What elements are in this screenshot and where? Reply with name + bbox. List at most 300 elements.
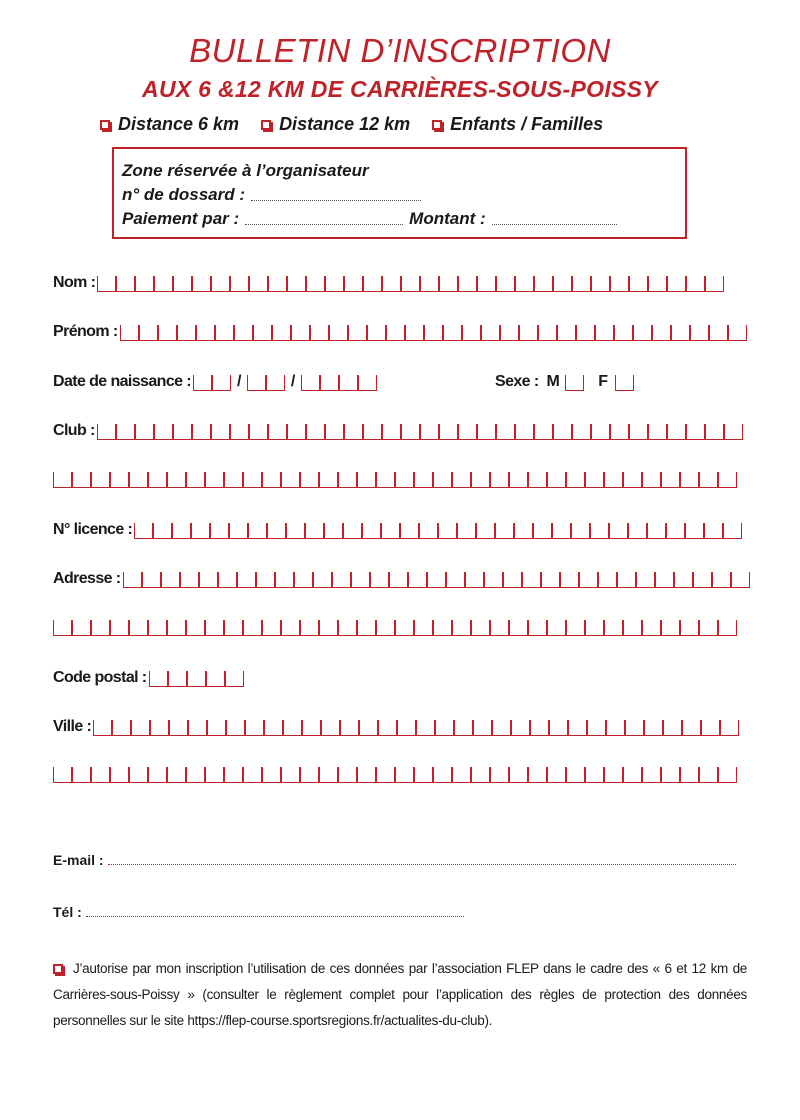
char-box[interactable]: [465, 572, 484, 588]
char-box[interactable]: [644, 720, 663, 736]
char-box[interactable]: [671, 325, 690, 341]
char-box[interactable]: [224, 472, 243, 488]
char-box[interactable]: [572, 276, 591, 292]
char-box[interactable]: [405, 325, 424, 341]
char-box[interactable]: [243, 472, 262, 488]
dob-month-input[interactable]: [247, 375, 285, 391]
char-box[interactable]: [680, 767, 699, 783]
sexe-f-box[interactable]: [615, 375, 634, 391]
char-box[interactable]: [718, 620, 737, 636]
char-box[interactable]: [234, 325, 253, 341]
char-box[interactable]: [363, 424, 382, 440]
char-box[interactable]: [509, 767, 528, 783]
char-box[interactable]: [367, 325, 386, 341]
char-box[interactable]: [528, 620, 547, 636]
char-box[interactable]: [123, 572, 142, 588]
char-box[interactable]: [647, 523, 666, 539]
ville-input-2[interactable]: [53, 767, 737, 783]
char-box[interactable]: [97, 276, 116, 292]
char-box[interactable]: [173, 276, 192, 292]
char-box[interactable]: [134, 523, 153, 539]
char-box[interactable]: [72, 472, 91, 488]
char-box[interactable]: [731, 572, 750, 588]
char-box[interactable]: [568, 720, 587, 736]
char-box[interactable]: [604, 767, 623, 783]
char-box[interactable]: [623, 620, 642, 636]
char-box[interactable]: [386, 325, 405, 341]
sexe-m-box[interactable]: [565, 375, 584, 391]
char-box[interactable]: [680, 472, 699, 488]
char-box[interactable]: [382, 276, 401, 292]
char-box[interactable]: [177, 325, 196, 341]
char-box[interactable]: [495, 523, 514, 539]
char-box[interactable]: [224, 767, 243, 783]
char-box[interactable]: [552, 523, 571, 539]
char-box[interactable]: [433, 620, 452, 636]
prenom-input[interactable]: [120, 325, 747, 341]
char-box[interactable]: [420, 276, 439, 292]
char-box[interactable]: [210, 523, 229, 539]
char-box[interactable]: [401, 276, 420, 292]
char-box[interactable]: [53, 767, 72, 783]
char-box[interactable]: [256, 572, 275, 588]
char-box[interactable]: [191, 523, 210, 539]
char-box[interactable]: [247, 375, 266, 391]
char-box[interactable]: [243, 620, 262, 636]
choice-12km[interactable]: Distance 12 km: [261, 114, 410, 135]
char-box[interactable]: [476, 523, 495, 539]
char-box[interactable]: [91, 767, 110, 783]
char-box[interactable]: [339, 375, 358, 391]
char-box[interactable]: [585, 620, 604, 636]
char-box[interactable]: [484, 572, 503, 588]
char-box[interactable]: [492, 720, 511, 736]
char-box[interactable]: [579, 572, 598, 588]
char-box[interactable]: [718, 472, 737, 488]
char-box[interactable]: [509, 472, 528, 488]
char-box[interactable]: [306, 276, 325, 292]
char-box[interactable]: [205, 472, 224, 488]
char-box[interactable]: [623, 472, 642, 488]
char-box[interactable]: [680, 620, 699, 636]
char-box[interactable]: [496, 276, 515, 292]
char-box[interactable]: [359, 720, 378, 736]
char-box[interactable]: [693, 572, 712, 588]
char-box[interactable]: [186, 620, 205, 636]
char-box[interactable]: [452, 472, 471, 488]
char-box[interactable]: [72, 620, 91, 636]
checkbox-icon[interactable]: [261, 120, 271, 130]
char-box[interactable]: [427, 572, 446, 588]
char-box[interactable]: [286, 523, 305, 539]
char-box[interactable]: [614, 325, 633, 341]
char-box[interactable]: [302, 720, 321, 736]
char-box[interactable]: [272, 325, 291, 341]
char-box[interactable]: [553, 276, 572, 292]
ville-input[interactable]: [93, 720, 739, 736]
char-box[interactable]: [705, 276, 724, 292]
char-box[interactable]: [565, 375, 584, 391]
char-box[interactable]: [93, 720, 112, 736]
char-box[interactable]: [291, 325, 310, 341]
char-box[interactable]: [53, 472, 72, 488]
char-box[interactable]: [266, 375, 285, 391]
char-box[interactable]: [609, 523, 628, 539]
char-box[interactable]: [378, 720, 397, 736]
char-box[interactable]: [625, 720, 644, 736]
char-box[interactable]: [192, 424, 211, 440]
char-box[interactable]: [585, 472, 604, 488]
char-box[interactable]: [154, 424, 173, 440]
char-box[interactable]: [566, 620, 585, 636]
char-box[interactable]: [591, 276, 610, 292]
char-box[interactable]: [120, 325, 139, 341]
char-box[interactable]: [452, 620, 471, 636]
char-box[interactable]: [471, 620, 490, 636]
char-box[interactable]: [116, 276, 135, 292]
char-box[interactable]: [547, 767, 566, 783]
char-box[interactable]: [557, 325, 576, 341]
char-box[interactable]: [615, 375, 634, 391]
char-box[interactable]: [629, 276, 648, 292]
char-box[interactable]: [606, 720, 625, 736]
char-box[interactable]: [704, 523, 723, 539]
char-box[interactable]: [193, 375, 212, 391]
char-box[interactable]: [186, 472, 205, 488]
char-box[interactable]: [142, 572, 161, 588]
char-box[interactable]: [226, 720, 245, 736]
char-box[interactable]: [712, 572, 731, 588]
char-box[interactable]: [549, 720, 568, 736]
char-box[interactable]: [591, 424, 610, 440]
char-box[interactable]: [490, 472, 509, 488]
char-box[interactable]: [617, 572, 636, 588]
char-box[interactable]: [224, 620, 243, 636]
char-box[interactable]: [414, 472, 433, 488]
char-box[interactable]: [576, 325, 595, 341]
char-box[interactable]: [424, 325, 443, 341]
char-box[interactable]: [218, 572, 237, 588]
char-box[interactable]: [538, 325, 557, 341]
char-box[interactable]: [199, 572, 218, 588]
char-box[interactable]: [572, 424, 591, 440]
char-box[interactable]: [351, 572, 370, 588]
char-box[interactable]: [458, 424, 477, 440]
char-box[interactable]: [148, 620, 167, 636]
char-box[interactable]: [275, 572, 294, 588]
club-input[interactable]: [97, 424, 743, 440]
char-box[interactable]: [249, 424, 268, 440]
char-box[interactable]: [685, 523, 704, 539]
char-box[interactable]: [230, 424, 249, 440]
char-box[interactable]: [534, 276, 553, 292]
amount-field[interactable]: [492, 223, 617, 225]
char-box[interactable]: [604, 620, 623, 636]
char-box[interactable]: [283, 720, 302, 736]
char-box[interactable]: [553, 424, 572, 440]
char-box[interactable]: [438, 523, 457, 539]
char-box[interactable]: [496, 424, 515, 440]
char-box[interactable]: [490, 767, 509, 783]
char-box[interactable]: [72, 767, 91, 783]
char-box[interactable]: [340, 720, 359, 736]
char-box[interactable]: [477, 276, 496, 292]
char-box[interactable]: [338, 767, 357, 783]
char-box[interactable]: [172, 523, 191, 539]
char-box[interactable]: [629, 424, 648, 440]
char-box[interactable]: [206, 671, 225, 687]
char-box[interactable]: [370, 572, 389, 588]
char-box[interactable]: [661, 472, 680, 488]
char-box[interactable]: [443, 325, 462, 341]
char-box[interactable]: [401, 424, 420, 440]
char-box[interactable]: [319, 767, 338, 783]
char-box[interactable]: [139, 325, 158, 341]
char-box[interactable]: [267, 523, 286, 539]
char-box[interactable]: [305, 523, 324, 539]
char-box[interactable]: [642, 767, 661, 783]
char-box[interactable]: [376, 620, 395, 636]
char-box[interactable]: [344, 424, 363, 440]
char-box[interactable]: [454, 720, 473, 736]
char-box[interactable]: [458, 276, 477, 292]
char-box[interactable]: [129, 620, 148, 636]
char-box[interactable]: [633, 325, 652, 341]
char-box[interactable]: [186, 767, 205, 783]
char-box[interactable]: [435, 720, 454, 736]
char-box[interactable]: [324, 523, 343, 539]
char-box[interactable]: [462, 325, 481, 341]
char-box[interactable]: [718, 767, 737, 783]
char-box[interactable]: [652, 325, 671, 341]
char-box[interactable]: [110, 620, 129, 636]
char-box[interactable]: [321, 720, 340, 736]
char-box[interactable]: [325, 424, 344, 440]
char-box[interactable]: [167, 620, 186, 636]
checkbox-icon[interactable]: [432, 120, 442, 130]
char-box[interactable]: [343, 523, 362, 539]
char-box[interactable]: [329, 325, 348, 341]
char-box[interactable]: [207, 720, 226, 736]
char-box[interactable]: [376, 472, 395, 488]
char-box[interactable]: [420, 424, 439, 440]
char-box[interactable]: [211, 424, 230, 440]
char-box[interactable]: [112, 720, 131, 736]
char-box[interactable]: [97, 424, 116, 440]
char-box[interactable]: [229, 523, 248, 539]
char-box[interactable]: [300, 620, 319, 636]
char-box[interactable]: [148, 472, 167, 488]
char-box[interactable]: [287, 424, 306, 440]
char-box[interactable]: [511, 720, 530, 736]
char-box[interactable]: [515, 424, 534, 440]
char-box[interactable]: [338, 620, 357, 636]
char-box[interactable]: [196, 325, 215, 341]
char-box[interactable]: [433, 472, 452, 488]
choice-enfants[interactable]: Enfants / Familles: [432, 114, 603, 135]
char-box[interactable]: [699, 620, 718, 636]
email-field[interactable]: [108, 863, 736, 865]
char-box[interactable]: [135, 424, 154, 440]
char-box[interactable]: [397, 720, 416, 736]
char-box[interactable]: [310, 325, 329, 341]
char-box[interactable]: [344, 276, 363, 292]
char-box[interactable]: [110, 472, 129, 488]
char-box[interactable]: [116, 424, 135, 440]
char-box[interactable]: [362, 523, 381, 539]
char-box[interactable]: [533, 523, 552, 539]
char-box[interactable]: [110, 767, 129, 783]
char-box[interactable]: [320, 375, 339, 391]
char-box[interactable]: [148, 767, 167, 783]
char-box[interactable]: [91, 472, 110, 488]
char-box[interactable]: [248, 523, 267, 539]
char-box[interactable]: [509, 620, 528, 636]
char-box[interactable]: [154, 276, 173, 292]
char-box[interactable]: [686, 424, 705, 440]
char-box[interactable]: [604, 472, 623, 488]
char-box[interactable]: [477, 424, 496, 440]
char-box[interactable]: [414, 620, 433, 636]
char-box[interactable]: [167, 472, 186, 488]
char-box[interactable]: [674, 572, 693, 588]
char-box[interactable]: [158, 325, 177, 341]
char-box[interactable]: [230, 276, 249, 292]
char-box[interactable]: [587, 720, 606, 736]
char-box[interactable]: [188, 720, 207, 736]
char-box[interactable]: [243, 767, 262, 783]
char-box[interactable]: [471, 472, 490, 488]
char-box[interactable]: [249, 276, 268, 292]
char-box[interactable]: [187, 671, 206, 687]
char-box[interactable]: [382, 424, 401, 440]
char-box[interactable]: [636, 572, 655, 588]
char-box[interactable]: [503, 572, 522, 588]
char-box[interactable]: [701, 720, 720, 736]
char-box[interactable]: [215, 325, 234, 341]
char-box[interactable]: [167, 767, 186, 783]
char-box[interactable]: [358, 375, 377, 391]
char-box[interactable]: [598, 572, 617, 588]
char-box[interactable]: [169, 720, 188, 736]
char-box[interactable]: [149, 671, 168, 687]
club-input-2[interactable]: [53, 472, 737, 488]
char-box[interactable]: [566, 472, 585, 488]
char-box[interactable]: [205, 620, 224, 636]
char-box[interactable]: [268, 424, 287, 440]
char-box[interactable]: [648, 424, 667, 440]
char-box[interactable]: [211, 276, 230, 292]
char-box[interactable]: [313, 572, 332, 588]
char-box[interactable]: [452, 767, 471, 783]
char-box[interactable]: [400, 523, 419, 539]
licence-input[interactable]: [134, 523, 742, 539]
char-box[interactable]: [153, 523, 172, 539]
char-box[interactable]: [363, 276, 382, 292]
char-box[interactable]: [294, 572, 313, 588]
char-box[interactable]: [192, 276, 211, 292]
cp-input[interactable]: [149, 671, 244, 687]
char-box[interactable]: [300, 472, 319, 488]
char-box[interactable]: [281, 767, 300, 783]
char-box[interactable]: [728, 325, 747, 341]
char-box[interactable]: [547, 472, 566, 488]
adresse-input[interactable]: [123, 572, 750, 588]
char-box[interactable]: [642, 472, 661, 488]
char-box[interactable]: [655, 572, 674, 588]
char-box[interactable]: [357, 620, 376, 636]
char-box[interactable]: [571, 523, 590, 539]
char-box[interactable]: [357, 767, 376, 783]
char-box[interactable]: [91, 620, 110, 636]
char-box[interactable]: [610, 276, 629, 292]
char-box[interactable]: [332, 572, 351, 588]
char-box[interactable]: [262, 620, 281, 636]
dob-year-input[interactable]: [301, 375, 377, 391]
tel-field[interactable]: [86, 915, 464, 917]
char-box[interactable]: [237, 572, 256, 588]
char-box[interactable]: [414, 767, 433, 783]
bib-number-field[interactable]: [251, 199, 421, 201]
char-box[interactable]: [408, 572, 427, 588]
char-box[interactable]: [395, 472, 414, 488]
char-box[interactable]: [135, 276, 154, 292]
char-box[interactable]: [585, 767, 604, 783]
consent-checkbox[interactable]: [53, 964, 63, 974]
char-box[interactable]: [245, 720, 264, 736]
char-box[interactable]: [205, 767, 224, 783]
char-box[interactable]: [129, 472, 148, 488]
char-box[interactable]: [699, 767, 718, 783]
char-box[interactable]: [439, 276, 458, 292]
char-box[interactable]: [262, 472, 281, 488]
char-box[interactable]: [490, 620, 509, 636]
char-box[interactable]: [541, 572, 560, 588]
char-box[interactable]: [180, 572, 199, 588]
adresse-input-2[interactable]: [53, 620, 737, 636]
char-box[interactable]: [381, 523, 400, 539]
char-box[interactable]: [528, 472, 547, 488]
char-box[interactable]: [667, 276, 686, 292]
char-box[interactable]: [471, 767, 490, 783]
char-box[interactable]: [325, 276, 344, 292]
char-box[interactable]: [338, 472, 357, 488]
char-box[interactable]: [723, 523, 742, 539]
char-box[interactable]: [262, 767, 281, 783]
char-box[interactable]: [699, 472, 718, 488]
char-box[interactable]: [528, 767, 547, 783]
char-box[interactable]: [724, 424, 743, 440]
char-box[interactable]: [519, 325, 538, 341]
char-box[interactable]: [667, 424, 686, 440]
char-box[interactable]: [515, 276, 534, 292]
checkbox-icon[interactable]: [100, 120, 110, 130]
char-box[interactable]: [648, 276, 667, 292]
char-box[interactable]: [53, 620, 72, 636]
char-box[interactable]: [212, 375, 231, 391]
char-box[interactable]: [389, 572, 408, 588]
payment-field[interactable]: [245, 223, 403, 225]
char-box[interactable]: [473, 720, 492, 736]
char-box[interactable]: [287, 276, 306, 292]
char-box[interactable]: [173, 424, 192, 440]
char-box[interactable]: [514, 523, 533, 539]
dob-day-input[interactable]: [193, 375, 231, 391]
char-box[interactable]: [348, 325, 367, 341]
char-box[interactable]: [457, 523, 476, 539]
char-box[interactable]: [663, 720, 682, 736]
char-box[interactable]: [319, 472, 338, 488]
